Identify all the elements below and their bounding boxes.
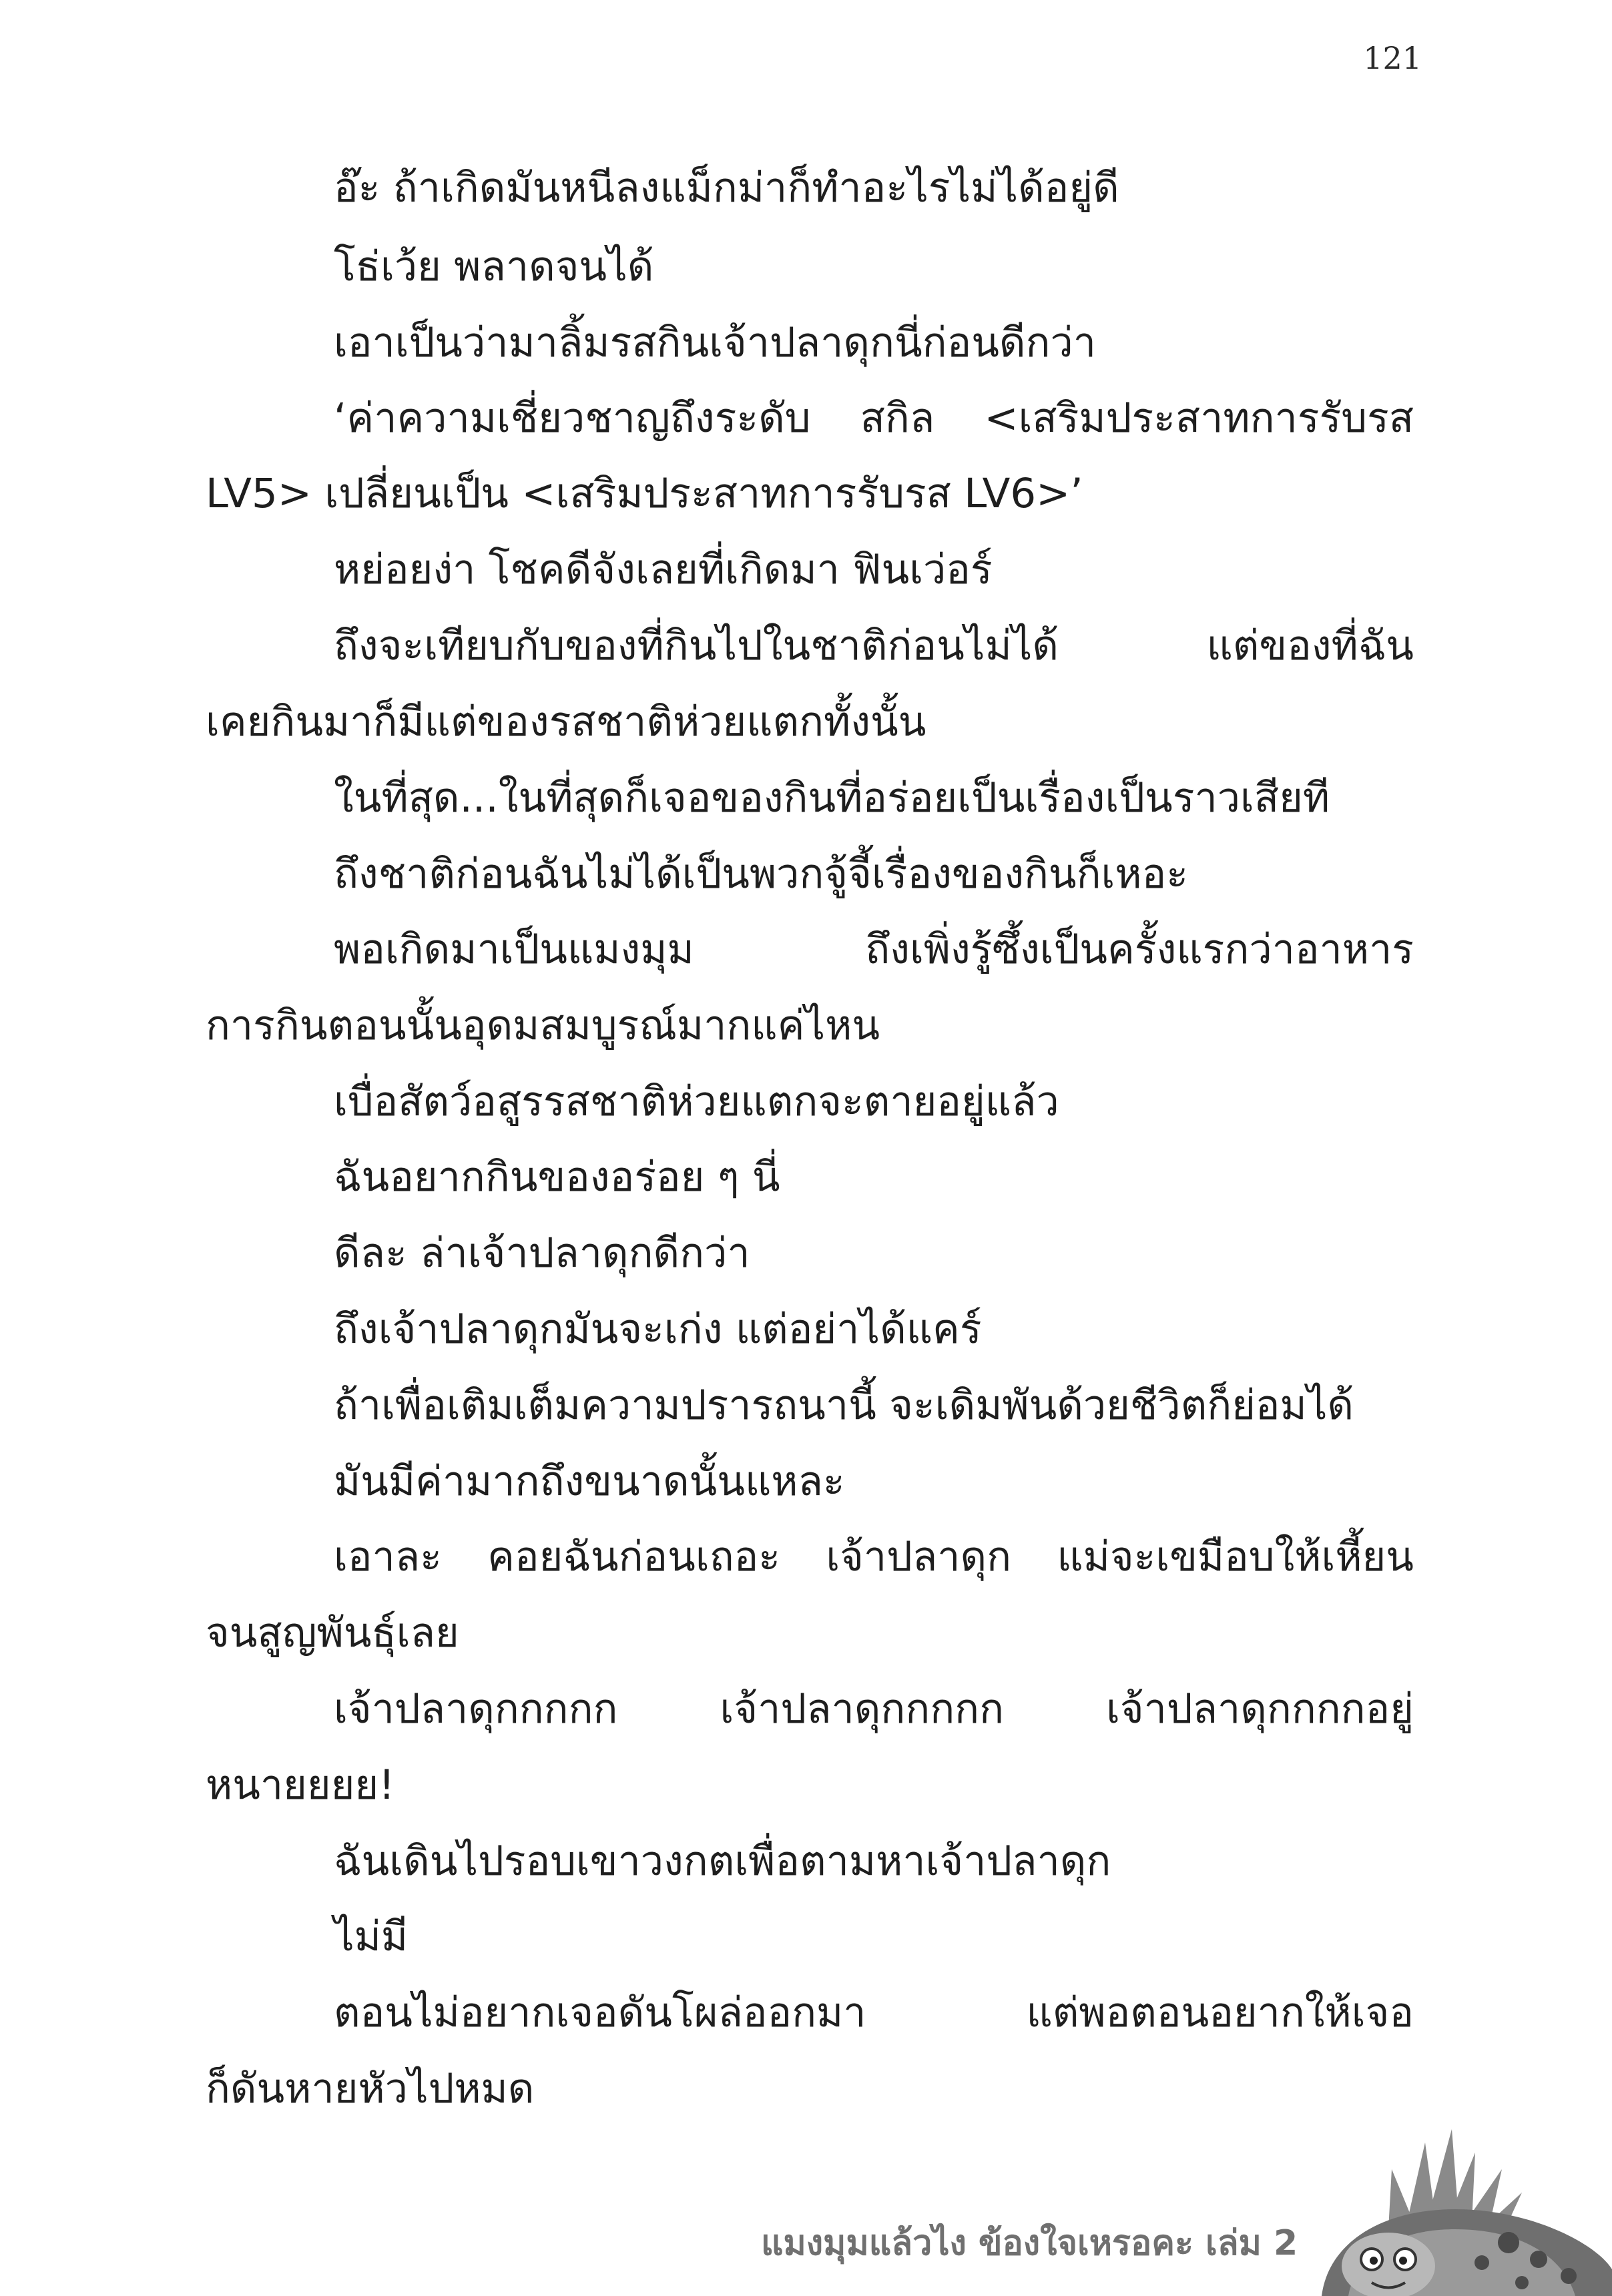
footer-book-title: แมงมุมแล้วไง ข้องใจเหรอคะ เล่ม 2 <box>761 2223 1298 2263</box>
text-line: มันมีค่ามากถึงขนาดนั้นแหละ <box>334 1458 845 1505</box>
text-line: เคยกินมาก็มีแต่ของรสชาติห่วยแตกทั้งนั้น <box>206 698 926 746</box>
text-line: ดีละ ล่าเจ้าปลาดุกดีกว่า <box>334 1229 750 1277</box>
text-line: ไม่มี <box>334 1913 409 1960</box>
spider-mascot-icon <box>1308 2129 1612 2296</box>
text-line: อ๊ะ ถ้าเกิดมันหนีลงแม็กม่าก็ทำอะไรไม่ได้อยู่ดี <box>334 164 1119 212</box>
text-line: ฉันอยากกินของอร่อย ๆ นี่ <box>334 1153 780 1201</box>
text-line: โธ่เว้ย พลาดจนได้ <box>334 243 654 290</box>
text-line: ถึงจะเทียบกับของที่กินไปในชาติก่อนไม่ได้ แต่ของที่ฉัน <box>334 622 1414 669</box>
text-line: เอาเป็นว่ามาลิ้มรสกินเจ้าปลาดุกนี่ก่อนดีกว่า <box>334 319 1096 366</box>
text-line: LV5> เปลี่ยนเป็น <เสริมประสาทการรับรส LV6>’ <box>206 470 1083 517</box>
text-line: ในที่สุด...ในที่สุดก็เจอของกินที่อร่อยเป็นเรื่องเป็นราวเสียที <box>334 774 1330 822</box>
text-line: ก็ดันหายหัวไปหมด <box>206 2065 535 2112</box>
page-number: 121 <box>1363 40 1422 76</box>
text-line: ตอนไม่อยากเจอดันโผล่ออกมา แต่พอตอนอยากให้เจอ <box>334 1989 1414 2036</box>
text-line: จนสูญพันธุ์เลย <box>206 1609 459 1657</box>
text-line: หย่อยง่า โชคดีจังเลยที่เกิดมา ฟินเว่อร์ <box>334 546 993 593</box>
text-line: ‘ค่าความเชี่ยวชาญถึงระดับ สกิล <เสริมประสาทการรับรส <box>334 394 1414 442</box>
text-line: ฉันเดินไปรอบเขาวงกตเพื่อตามหาเจ้าปลาดุก <box>334 1837 1111 1885</box>
text-line: ถึงเจ้าปลาดุกมันจะเก่ง แต่อย่าได้แคร์ <box>334 1306 982 1353</box>
text-line: ถ้าเพื่อเติมเต็มความปรารถนานี้ จะเดิมพันด้วยชีวิตก็ย่อมได้ <box>334 1382 1354 1429</box>
text-line: เอาละ คอยฉันก่อนเถอะ เจ้าปลาดุก แม่จะเขมือบให้เหี้ยน <box>334 1533 1414 1581</box>
text-line: เบื่อสัตว์อสูรรสชาติห่วยแตกจะตายอยู่แล้ว <box>334 1078 1059 1125</box>
text-line: เจ้าปลาดุกกกกก เจ้าปลาดุกกกกก เจ้าปลาดุกกกกอยู่ <box>334 1685 1414 1733</box>
text-line: พอเกิดมาเป็นแมงมุม ถึงเพิ่งรู้ซึ้งเป็นครั้งแรกว่าอาหาร <box>334 926 1414 973</box>
text-line: ถึงชาติก่อนฉันไม่ได้เป็นพวกจู้จี้เรื่องของกินก็เหอะ <box>334 850 1189 898</box>
text-line: หนายยยย! <box>206 1761 395 1809</box>
text-line: การกินตอนนั้นอุดมสมบูรณ์มากแค่ไหน <box>206 1002 880 1049</box>
